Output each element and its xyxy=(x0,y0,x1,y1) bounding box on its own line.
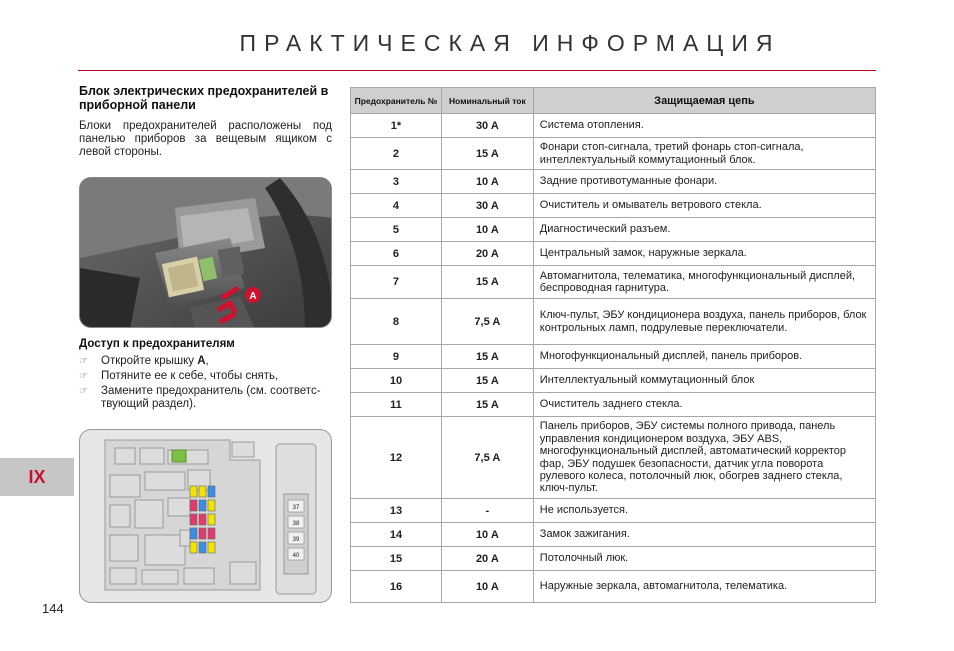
access-instructions xyxy=(79,338,332,413)
table-row xyxy=(351,417,876,499)
fuse-number-cell: 3 xyxy=(351,170,442,194)
fuse-number-cell: 5 xyxy=(351,218,442,242)
rated-current-cell: 7,5 A xyxy=(441,299,533,345)
section-heading: Блок электрических предохранителей в приборной панели xyxy=(79,84,329,112)
rated-current-cell: 7,5 A xyxy=(441,417,533,499)
rated-current-cell: - xyxy=(441,499,533,523)
column-header-rated-current: Номинальный ток xyxy=(441,88,533,114)
table-row xyxy=(351,369,876,393)
rated-current-cell: 15 A xyxy=(441,345,533,369)
table-row xyxy=(351,242,876,266)
fuse-number-cell: 15 xyxy=(351,547,442,571)
fusebox-diagram-drawing xyxy=(80,430,332,603)
protected-circuit-cell: Панель приборов, ЭБУ системы полного привода, панель управления кондиционером воздуха, ЭБУ ABS, многофункциональный дисплей, автоматический корректор фар, ЭБУ подушек безопасности, датчик угла поворота рулевого колеса, потолочный люк, обогрев заднего стекла, ключ-пульт. xyxy=(533,417,875,499)
table-row xyxy=(351,138,876,170)
protected-circuit-cell: Диагностический разъем. xyxy=(533,218,875,242)
fuse-number-cell: 10 xyxy=(351,369,442,393)
table-row xyxy=(351,547,876,571)
access-heading: Доступ к предохранителям xyxy=(79,338,235,350)
fuse-number: 40 xyxy=(292,553,300,559)
protected-circuit-cell: Система отопления. xyxy=(533,114,875,138)
fuse-number: 39 xyxy=(292,537,300,543)
section-description: Блоки предохранителей расположены под панелью приборов за вещевым ящиком с левой стороны. xyxy=(79,120,332,158)
rated-current-cell: 15 A xyxy=(441,138,533,170)
protected-circuit-cell: Многофункциональный дисплей, панель приборов. xyxy=(533,345,875,369)
access-steps xyxy=(79,355,332,411)
fusebox-location-photo xyxy=(79,177,332,328)
access-step: ☞ Потяните ее к себе, чтобы снять, xyxy=(79,370,279,382)
rated-current-cell: 30 A xyxy=(441,194,533,218)
fuse-number: 38 xyxy=(292,521,300,527)
rated-current-cell: 15 A xyxy=(441,369,533,393)
marker-a-label: A xyxy=(249,291,257,302)
table-row xyxy=(351,499,876,523)
fuse-number-cell: 11 xyxy=(351,393,442,417)
fuse-table xyxy=(350,87,876,603)
protected-circuit-cell: Задние противотуманные фонари. xyxy=(533,170,875,194)
section-intro xyxy=(79,84,332,159)
protected-circuit-cell: Центральный замок, наружные зеркала. xyxy=(533,242,875,266)
fuse-number-cell: 8 xyxy=(351,299,442,345)
access-step: ☞ Откройте крышку A, xyxy=(79,355,209,367)
table-row xyxy=(351,299,876,345)
fuse-number-cell: 7 xyxy=(351,266,442,299)
fuse-number-cell: 9 xyxy=(351,345,442,369)
page-title: ПРАКТИЧЕСКАЯ ИНФОРМАЦИЯ xyxy=(239,30,781,56)
rated-current-cell: 30 A xyxy=(441,114,533,138)
protected-circuit-cell: Фонари стоп-сигнала, третий фонарь стоп-сигнала, интеллектуальный коммутационный блок. xyxy=(533,138,875,170)
rated-current-cell: 15 A xyxy=(441,393,533,417)
pointing-hand-icon: ☞ xyxy=(79,386,88,397)
fuse-number-cell: 16 xyxy=(351,571,442,603)
access-step: ☞ Замените предохранитель (см. соответс-твующий раздел). xyxy=(79,385,321,410)
rated-current-cell: 10 A xyxy=(441,170,533,194)
rated-current-cell: 10 A xyxy=(441,523,533,547)
table-row xyxy=(351,345,876,369)
table-row xyxy=(351,393,876,417)
protected-circuit-cell: Очиститель и омыватель ветрового стекла. xyxy=(533,194,875,218)
table-row xyxy=(351,170,876,194)
rated-current-cell: 15 A xyxy=(441,266,533,299)
table-row xyxy=(351,114,876,138)
pointing-hand-icon: ☞ xyxy=(79,356,88,367)
fuse-number-cell: 2 xyxy=(351,138,442,170)
table-row xyxy=(351,523,876,547)
fusebox-diagram xyxy=(79,429,332,603)
rated-current-cell: 10 A xyxy=(441,571,533,603)
fuse-number-cell: 12 xyxy=(351,417,442,499)
protected-circuit-cell: Интеллектуальный коммутационный блок xyxy=(533,369,875,393)
title-divider xyxy=(78,70,876,71)
column-header-protected-circuit: Защищаемая цепь xyxy=(533,88,875,114)
rated-current-cell: 10 A xyxy=(441,218,533,242)
protected-circuit-cell: Ключ-пульт, ЭБУ кондиционера воздуха, панель приборов, блок контрольных ламп, подрулевые переключатели. xyxy=(533,299,875,345)
table-row xyxy=(351,218,876,242)
fuse-number-cell: 1* xyxy=(351,114,442,138)
fuse-number-cell: 13 xyxy=(351,499,442,523)
chapter-tab[interactable]: IX xyxy=(0,458,74,496)
protected-circuit-cell: Потолочный люк. xyxy=(533,547,875,571)
table-header-row xyxy=(351,88,876,114)
table-row xyxy=(351,194,876,218)
column-header-fuse-number: Предохранитель № xyxy=(351,88,442,114)
pointing-hand-icon: ☞ xyxy=(79,371,88,382)
fuse-number-cell: 6 xyxy=(351,242,442,266)
protected-circuit-cell: Очиститель заднего стекла. xyxy=(533,393,875,417)
fuse-number-cell: 4 xyxy=(351,194,442,218)
table-row xyxy=(351,266,876,299)
protected-circuit-cell: Замок зажигания. xyxy=(533,523,875,547)
dashboard-illustration xyxy=(80,178,332,328)
protected-circuit-cell: Не используется. xyxy=(533,499,875,523)
table-row xyxy=(351,571,876,603)
protected-circuit-cell: Наружные зеркала, автомагнитола, телематика. xyxy=(533,571,875,603)
protected-circuit-cell: Автомагнитола, телематика, многофункциональный дисплей, беспроводная гарнитура. xyxy=(533,266,875,299)
page-number: 144 xyxy=(42,601,64,616)
fuse-number: 37 xyxy=(292,505,300,511)
rated-current-cell: 20 A xyxy=(441,242,533,266)
rated-current-cell: 20 A xyxy=(441,547,533,571)
fuse-number-cell: 14 xyxy=(351,523,442,547)
